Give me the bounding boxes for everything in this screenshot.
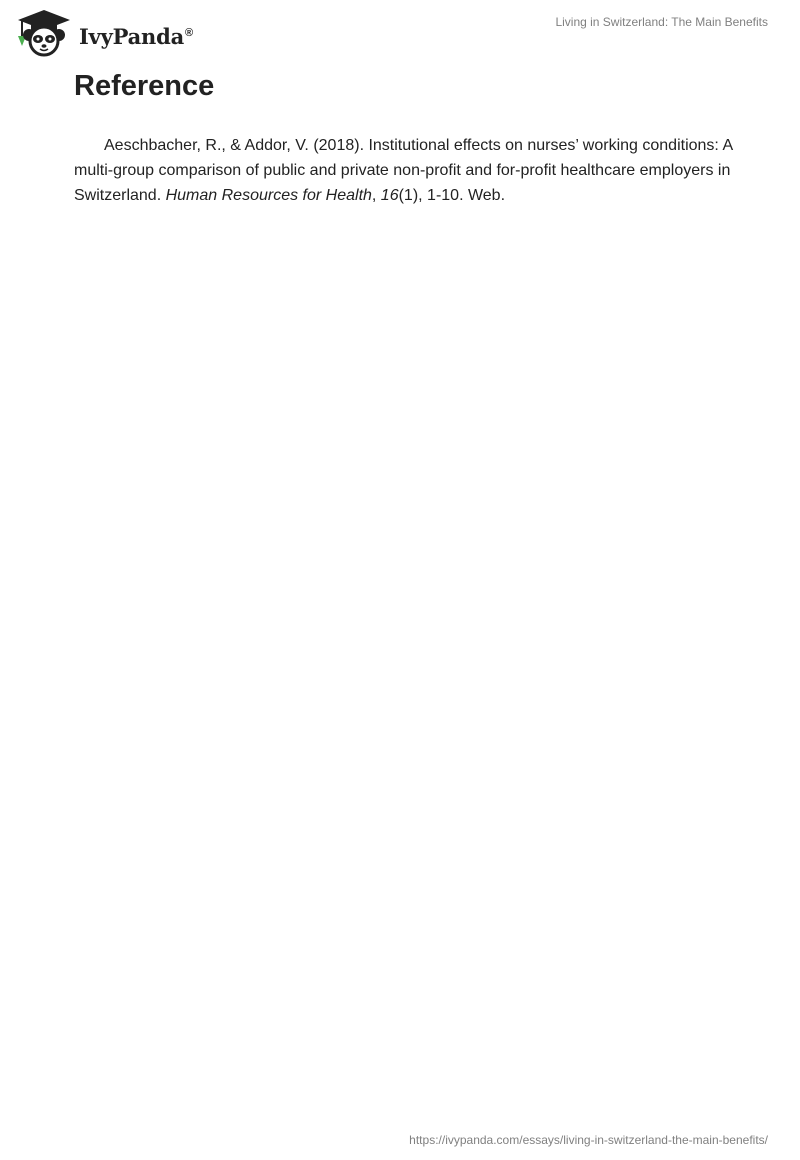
page-title: Reference xyxy=(74,70,215,102)
running-title: Living in Switzerland: The Main Benefits xyxy=(555,15,768,29)
registered-mark: ® xyxy=(185,26,193,39)
reference-issue-pages: (1), 1-10. Web. xyxy=(398,187,506,204)
reference-journal: Human Resources for Health xyxy=(165,187,372,204)
panda-graduation-cap-icon xyxy=(14,8,76,58)
reference-authors-title: Aeschbacher, R., & Addor, V. (2018). Institutional effects on nurses’ working conditions: A multi-group comparison of public and private non-profit and for-profit healthcare employers in Switzerland. xyxy=(74,137,733,204)
reference-entry xyxy=(74,133,734,208)
ivypanda-logo[interactable] xyxy=(14,8,193,58)
reference-volume: 16 xyxy=(380,187,399,204)
reference-separator: , xyxy=(371,187,381,204)
footer-url[interactable]: https://ivypanda.com/essays/living-in-switzerland-the-main-benefits/ xyxy=(409,1133,768,1147)
logo-wordmark: IvyPanda® xyxy=(79,23,193,49)
